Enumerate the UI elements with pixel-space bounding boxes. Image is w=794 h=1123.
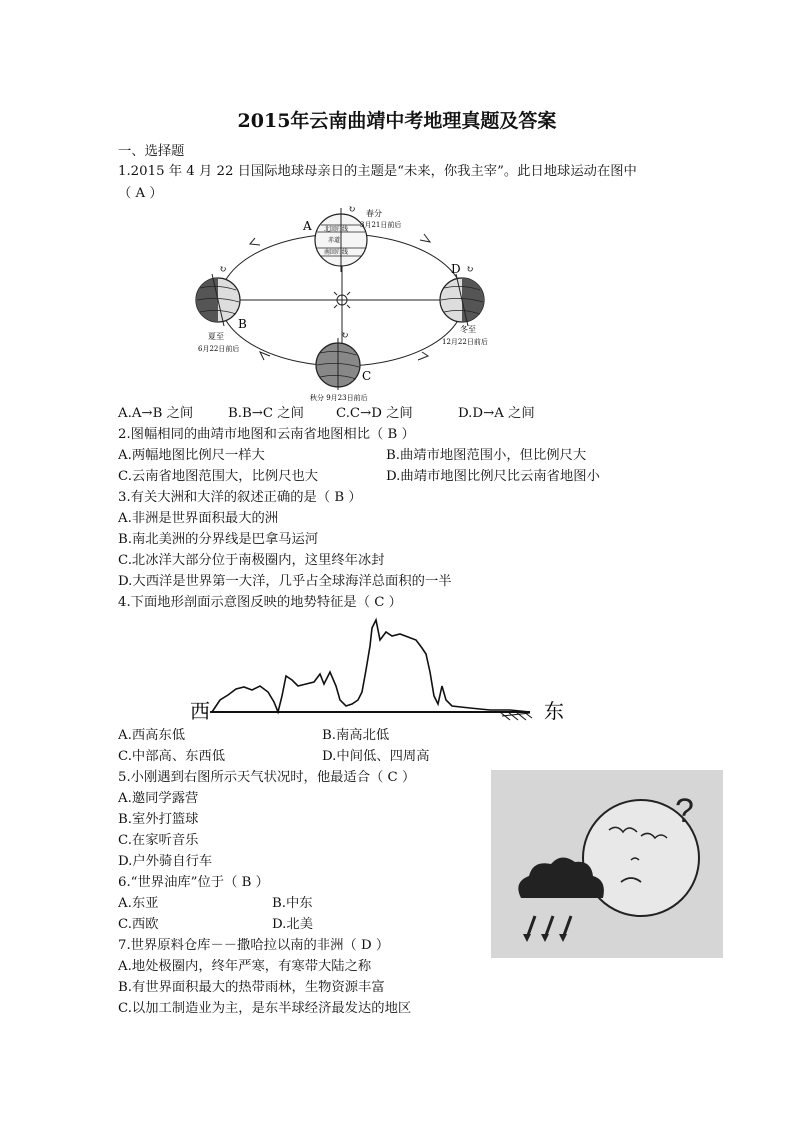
spring-date: 3月21日前后 bbox=[360, 221, 402, 229]
q5-option-c: C.在家听音乐 bbox=[118, 833, 199, 848]
label-C: C bbox=[362, 369, 372, 383]
label-A: A bbox=[303, 219, 312, 233]
label-D: D bbox=[451, 262, 461, 276]
autumn-label: 秋分 9月23日前后 bbox=[310, 394, 368, 402]
q4-option-d: D.中间低、四周高 bbox=[322, 749, 430, 764]
q5-stem: 5.小刚遇到右图所示天气状况时，他最适合（ C ） bbox=[118, 770, 416, 785]
q3-option-b: B.南北美洲的分界线是巴拿马运河 bbox=[118, 532, 319, 547]
terrain-profile-diagram bbox=[190, 612, 570, 727]
q3-option-c: C.北冰洋大部分位于南极圈内，这里终年冰封 bbox=[118, 553, 385, 568]
q6-stem: 6.“世界油库”位于（ B ） bbox=[118, 875, 269, 890]
winter-date: 12月22日前后 bbox=[442, 338, 488, 346]
antarctic-label: 南回归线 bbox=[324, 249, 349, 256]
west-label: 西 bbox=[190, 699, 210, 723]
q4-option-b: B.南高北低 bbox=[322, 728, 390, 743]
svg-text:↻: ↻ bbox=[466, 265, 474, 275]
q5-option-d: D.户外骑自行车 bbox=[118, 854, 213, 869]
q6-option-a: A.东亚 bbox=[118, 896, 159, 911]
q6-option-c: C.西欧 bbox=[118, 917, 159, 932]
q1-option-b: B.B→C 之间 bbox=[228, 406, 304, 421]
q5-option-a: A.邀同学露营 bbox=[118, 791, 199, 806]
q2-stem: 2.图幅相同的曲靖市地图和云南省地图相比（ B ） bbox=[118, 427, 415, 442]
q2-option-d: D.曲靖市地图比例尺比云南省地图小 bbox=[386, 469, 600, 484]
q4-stem: 4.下面地形剖面示意图反映的地势特征是（ C ） bbox=[118, 595, 402, 610]
weather-sun-rain-picture bbox=[491, 770, 723, 958]
section-heading: 一、选择题 bbox=[118, 144, 185, 159]
q7-option-c: C.以加工制造业为主，是东半球经济最发达的地区 bbox=[118, 1001, 412, 1016]
summer-label: 夏至 bbox=[208, 332, 224, 341]
q1-stem: 1.2015 年 4 月 22 日国际地球母亲日的主题是“未来，你我主宰”。此日地球运动在图中 bbox=[118, 164, 637, 179]
q7-option-a: A.地处极圈内，终年严寒，有寒带大陆之称 bbox=[118, 959, 372, 974]
q2-option-c: C.云南省地图范围大，比例尺也大 bbox=[118, 469, 319, 484]
q1-answer: （ A ） bbox=[118, 186, 163, 201]
east-label: 东 bbox=[544, 699, 564, 723]
q2-option-a: A.两幅地图比例尺一样大 bbox=[118, 448, 265, 463]
svg-text:↻: ↻ bbox=[341, 331, 349, 341]
svg-text:?: ? bbox=[675, 792, 694, 830]
svg-text:↻: ↻ bbox=[348, 205, 356, 215]
q6-option-b: B.中东 bbox=[272, 896, 313, 911]
winter-label: 冬至 bbox=[460, 325, 476, 334]
q4-option-c: C.中部高、东西低 bbox=[118, 749, 226, 764]
label-B: B bbox=[238, 317, 247, 331]
q3-option-a: A.非洲是世界面积最大的洲 bbox=[118, 511, 279, 526]
svg-text:↻: ↻ bbox=[219, 265, 227, 275]
q1-option-d: D.D→A 之间 bbox=[458, 406, 535, 421]
q3-option-d: D.大西洋是世界第一大洋，几乎占全球海洋总面积的一半 bbox=[118, 574, 452, 589]
arctic-label: 北回归线 bbox=[324, 226, 349, 233]
q5-option-b: B.室外打篮球 bbox=[118, 812, 199, 827]
summer-date: 6月22日前后 bbox=[198, 345, 240, 353]
page-title: 2015年云南曲靖中考地理真题及答案 bbox=[237, 110, 557, 132]
spring-label: 春分 bbox=[366, 209, 382, 218]
q6-option-d: D.北美 bbox=[272, 917, 314, 932]
q4-option-a: A.西高东低 bbox=[118, 728, 186, 743]
earth-revolution-diagram bbox=[190, 200, 500, 405]
q7-stem: 7.世界原料仓库－－撒哈拉以南的非洲（ D ） bbox=[118, 938, 390, 953]
q2-option-b: B.曲靖市地图范围小，但比例尺大 bbox=[386, 448, 587, 463]
q3-stem: 3.有关大洲和大洋的叙述正确的是（ B ） bbox=[118, 490, 362, 505]
q1-option-a: A.A→B 之间 bbox=[118, 406, 194, 421]
q7-option-b: B.有世界面积最大的热带雨林，生物资源丰富 bbox=[118, 980, 385, 995]
equator-label: 赤道 bbox=[328, 237, 341, 244]
q1-option-c: C.C→D 之间 bbox=[336, 406, 413, 421]
